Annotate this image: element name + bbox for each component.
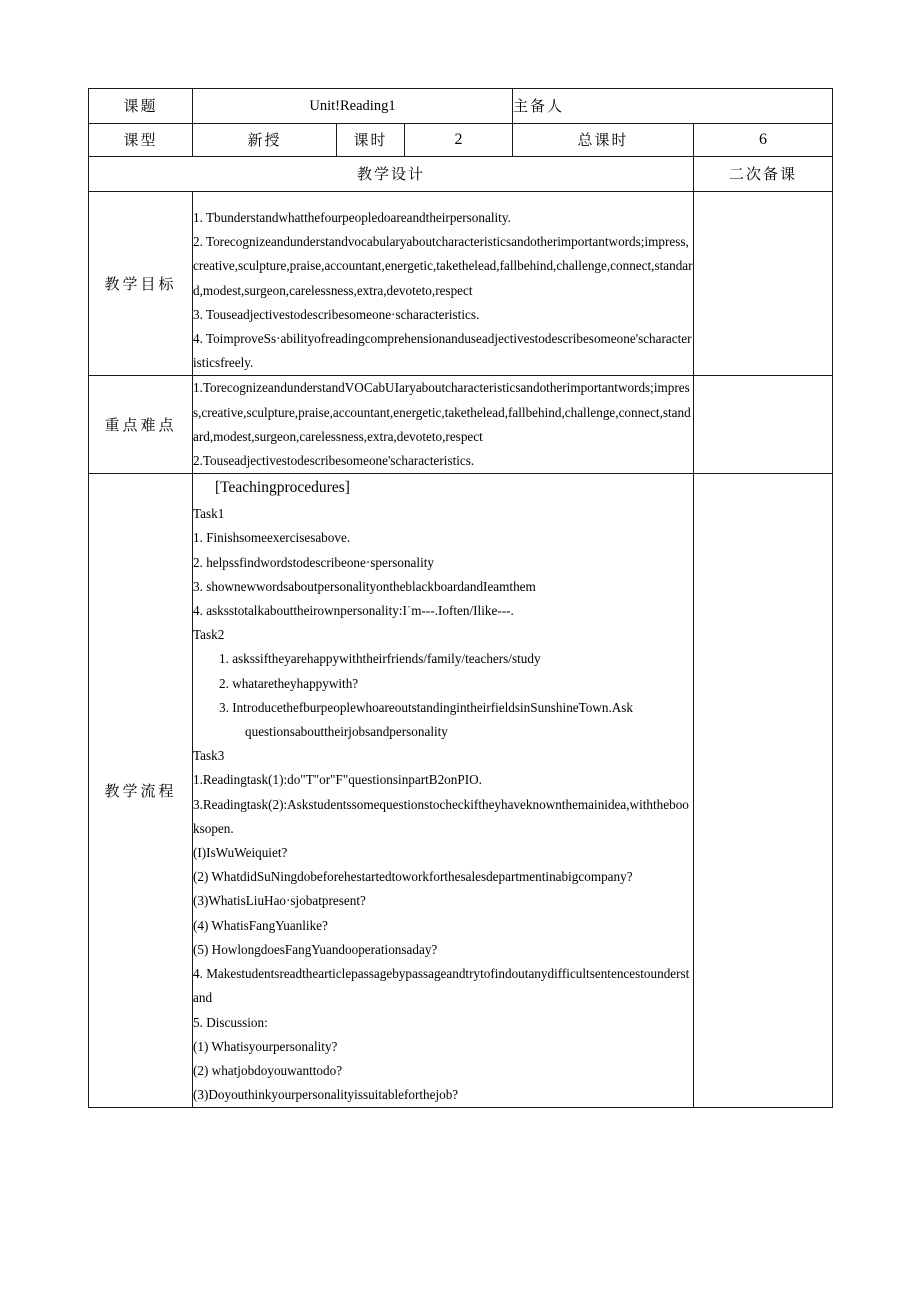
procedure-line: (5) HowlongdoesFangYuandooperationsaday? xyxy=(193,941,438,957)
procedure-line: Task1 xyxy=(193,506,225,522)
main-preparer-label: 主备人 xyxy=(513,89,833,124)
key-points-notes[interactable] xyxy=(694,376,833,474)
objectives-line: 1. Tbunderstandwhatthefourpeopledoareandtheirpersonality. xyxy=(193,210,511,225)
procedure-line: (3)WhatisLiuHao·sjobatpresent? xyxy=(193,893,366,909)
objectives-content xyxy=(193,192,694,376)
table-row-lesson-type xyxy=(89,124,833,157)
secondary-prep-label: 二次备课 xyxy=(694,157,833,192)
procedure-line: 5. Discussion: xyxy=(193,1014,268,1030)
table-row-design-header xyxy=(89,157,833,192)
topic-label: 课题 xyxy=(89,89,193,124)
key-points-line: 2.Touseadjectivestodescribesomeone'scharacteristics. xyxy=(193,453,475,469)
lesson-type-value: 新授 xyxy=(193,124,337,157)
procedure-line: Task3 xyxy=(193,748,225,764)
table-row-objectives xyxy=(89,192,833,376)
key-points-content xyxy=(193,376,694,474)
objectives-line: 3. Touseadjectivestodescribesomeone·scharacteristics. xyxy=(193,306,480,322)
table-row-procedures xyxy=(89,474,833,1108)
lesson-plan-table xyxy=(88,88,833,1108)
key-points-label: 重点难点 xyxy=(89,376,193,474)
procedure-line: 3.Readingtask(2):Askstudentssomequestionstocheckiftheyhaveknownthemainidea,withthebooksopen. xyxy=(193,796,689,836)
procedure-line: (2) WhatdidSuNingdobeforehestartedtoworkforthesalesdepartmentinabigcompany? xyxy=(193,869,633,885)
objectives-line: 4. ToimproveSs·abilityofreadingcomprehensionanduseadjectivestodescribesomeone'scharacteristicsfreely. xyxy=(193,331,692,371)
lesson-plan-page xyxy=(88,88,832,1108)
procedure-line: 4. asksstotalkabouttheirownpersonality:I˙m---.Ioften/Ilike---. xyxy=(193,603,514,619)
teaching-design-label: 教学设计 xyxy=(89,157,694,192)
period-value: 2 xyxy=(405,124,513,157)
procedures-label: 教学流程 xyxy=(89,474,193,1108)
procedure-line: 2. whataretheyhappywith? xyxy=(219,675,359,691)
procedure-line: 2. helpssfindwordstodescribeone·spersonality xyxy=(193,554,434,570)
period-label: 课时 xyxy=(337,124,405,157)
objectives-notes[interactable] xyxy=(694,192,833,376)
procedures-content xyxy=(193,474,694,1108)
procedures-heading: [Teachingprocedures] xyxy=(215,479,350,497)
lesson-type-label: 课型 xyxy=(89,124,193,157)
procedures-block-list xyxy=(193,502,693,1107)
procedures-notes[interactable] xyxy=(694,474,833,1108)
procedure-line: (3)Doyouthinkyourpersonalityissuitableforthejob? xyxy=(193,1087,459,1103)
procedure-line: (I)IsWuWeiquiet? xyxy=(193,845,288,861)
procedure-line: (4) WhatisFangYuanlike? xyxy=(193,917,328,933)
table-row-topic xyxy=(89,89,833,124)
objectives-line: 2. Torecognizeandunderstandvocabularyaboutcharacteristicsandotherimportantwords;impress,creative,sculpture,praise,accountant,energetic,takethelead,fallbehind,challenge,connect,standard,modest,surgeon,carelessness,extra,devoteto,respect xyxy=(193,234,693,298)
key-points-line: 1.TorecognizeandunderstandVOCabUIaryaboutcharacteristicsandotherimportantwords;impress,creative,sculpture,praise,accountant,energetic,takethelead,fallbehind,challenge,connect,standard,modest,surgeon,carelessness,extra,devoteto,respect xyxy=(193,380,691,444)
total-periods-label: 总课时 xyxy=(513,124,694,157)
procedure-line: (1) Whatisyourpersonality? xyxy=(193,1038,338,1054)
procedure-line: 3. shownewwordsaboutpersonalityontheblackboardandIeamthem xyxy=(193,578,536,594)
procedure-line: 1. Finishsomeexercisesabove. xyxy=(193,530,351,546)
procedure-line: (2) whatjobdoyouwanttodo? xyxy=(193,1062,343,1078)
procedure-line: 1.Readingtask(1):do"T"or"F"questionsinpartB2onPIO. xyxy=(193,772,482,788)
procedure-line: 1. askssiftheyarehappywiththeirfriends/family/teachers/study xyxy=(219,651,541,667)
procedure-line: 4. Makestudentsreadthearticlepassagebypassageandtrytofindoutanydifficultsentencestounderstand xyxy=(193,966,690,1006)
procedure-line: Task2 xyxy=(193,627,225,643)
table-row-key-points xyxy=(89,376,833,474)
topic-value: Unit!Reading1 xyxy=(193,89,513,124)
procedure-line: questionsabouttheirjobsandpersonality xyxy=(245,724,448,740)
objectives-label: 教学目标 xyxy=(89,192,193,376)
total-periods-value: 6 xyxy=(694,124,833,157)
procedure-line: 3. IntroducethefburpeoplewhoareoutstandingintheirfieldsinSunshineTown.Ask xyxy=(219,699,634,715)
